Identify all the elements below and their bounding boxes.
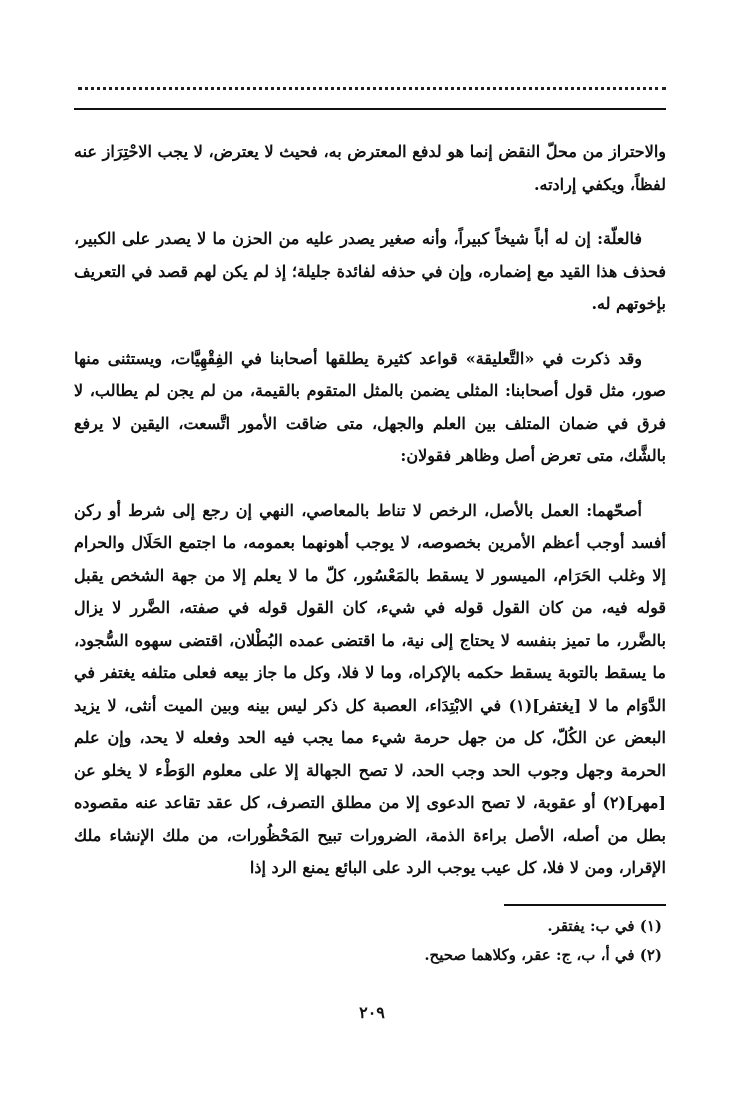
header-rule: [74, 108, 666, 110]
footnote: (١) في ب: يفتقر.: [547, 917, 662, 935]
main-text: [74, 136, 666, 907]
paragraph: أصحّهما: العمل بالأصل، الرخص لا تناط بالمعاصي، النهي إن رجع إلى شرط أو ركن أفسد أوجب أعظم الأمرين بخصوصه، لا يوجب أهونهما بعمومه، ما اجتمع الحَلَال والحرام إلا وغلب الحَرَام، الميسور لا يسقط بالمَعْسُور، كلّ ما لا يعلم إلا من جهة الشخص يقبل قوله فيه، من كان القول قوله في شيء، كان القول قوله في صفته، الضَّرر لا يزال بالضَّرر، ما تميز بنفسه لا يحتاج إلى نية، ما اقتضى عمده البُطْلان، اقتضى سهوه السُّجود، ما يسقط بالتوبة يسقط حكمه بالإكراه، وما لا فلا، وكل ما جاز بيعه فعلى متلفه يغتفر في الدَّوَام ما لا [يغتفر](١) في الابْتِدَاء، العصبة كل ذكر ليس بينه وبين الميت أنثى، لا يزيد البعض عن الكُلّ، كل من جهل حرمة شيء مما يجب فيه الحد وفعله لا يحد، وإن علم الحرمة وجهل وجوب الحد وجب الحد، لا تصح الجهالة إلا على معلوم الوَطْء لا يخلو عن [مهر](٢) أو عقوبة، لا تصح الدعوى إلا من مطلق التصرف، كل عقد تقاعد عنه مقصوده بطل من أصله، الأصل براءة الذمة، الضرورات تبيح المَحْظُورات، من ملك الإنشاء ملك الإقرار، ومن لا فلا، كل عيب يوجب الرد على البائع يمنع الرد إذا: [74, 500, 667, 877]
header-dotted-line: [78, 86, 666, 90]
paragraph: فالعلّة: إن له أباً شيخاً كبيراً، وأنه صغير يصدر عليه من الحزن ما لا يصدر على الكبير، فحذف هذا القيد مع إضماره، وإن في حذفه لفائدة جليلة؛ إذ لم يكن لهم قصد في التعريف بإخوتهم له.: [74, 229, 666, 313]
paragraph: والاحتراز من محلّ النقض إنما هو لدفع المعترض به، فحيث لا يعترض، لا يجب الاحْتِرَاز عنه لفظاً، ويكفي إرادته.: [74, 142, 666, 194]
footnote: (٢) في أ، ب، ج: عقر، وكلاهما صحيح.: [424, 946, 662, 964]
footnote-rule: [504, 904, 666, 906]
page-number: ٢٠٩: [359, 1003, 385, 1022]
paragraph: وقد ذكرت في «التَّعليقة» قواعد كثيرة يطلقها أصحابنا في الفِقْهِيَّات، ويستثنى منها صور، مثل قول أصحابنا: المثلى يضمن بالمثل المتقوم بالقيمة، من لم يجن لم يطالب، لا فرق في ضمان المتلف بين العلم والجهل، متى ضاقت الأمور اتَّسعت، اليقين لا يرفع بالشَّك، متى تعرض أصل وظاهر فقولان:: [74, 348, 666, 465]
footnotes: [74, 912, 666, 970]
